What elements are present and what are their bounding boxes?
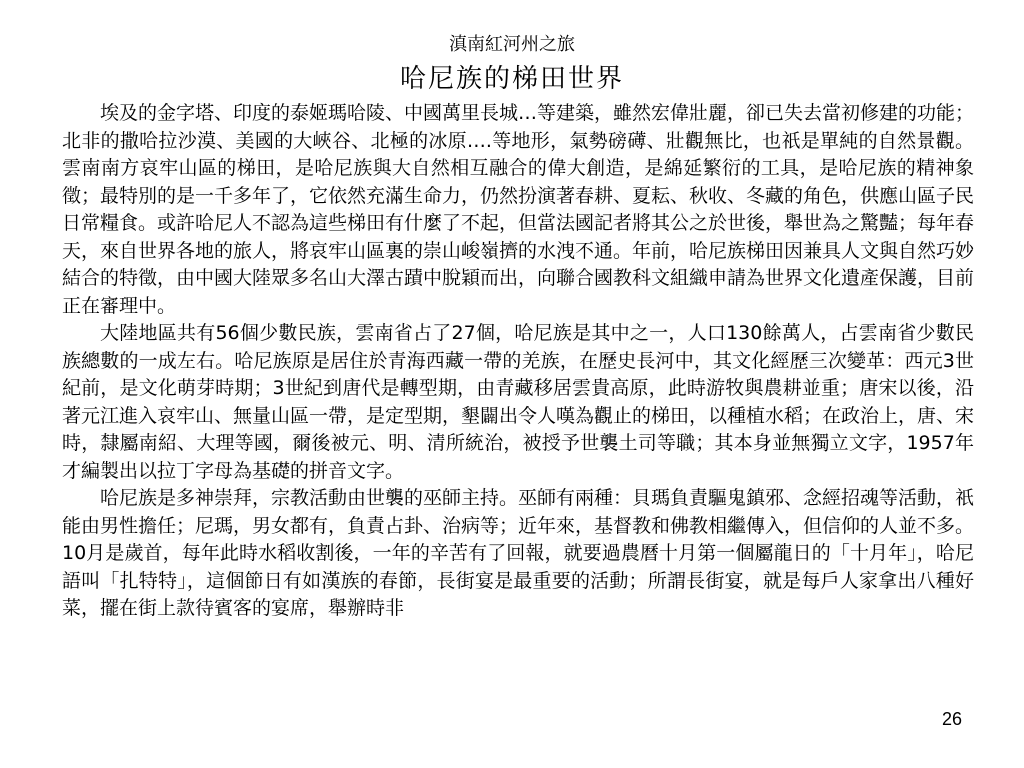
paragraph-1: 埃及的金字塔、印度的泰姬瑪哈陵、中國萬里長城…等建築，雖然宏偉壯麗，卻已失去當初修建的功能；北非的撒哈拉沙漠、美國的大峽谷、北極的冰原….等地形，氣勢磅礡、壯觀無比，也祇是單純的自然景觀。雲南南方哀牢山區的梯田，是哈尼族與大自然相互融合的偉大創造，是綿延繁衍的工具，是哈尼族的精神象徵；最特別的是一千多年了，它依然充滿生命力，仍然扮演著春耕、夏耘、秋收、冬藏的角色，供應山區子民日常糧食。或許哈尼人不認為這些梯田有什麼了不起，但當法國記者將其公之於世後，舉世為之驚豔；每年春天，來自世界各地的旅人，將哀牢山區裏的崇山峻嶺擠的水洩不通。年前，哈尼族梯田因兼具人文與自然巧妙結合的特徵，由中國大陸眾多名山大澤古蹟中脫穎而出，向聯合國教科文組織申請為世界文化遺產保護，目前正在審理中。 <box>62 102 975 317</box>
paragraph-2: 大陸地區共有56個少數民族，雲南省占了27個，哈尼族是其中之一，人口130餘萬人，占雲南省少數民族總數的一成左右。哈尼族原是居住於青海西藏一帶的羌族，在歷史長河中，其文化經歷三次變革：西元3世紀前，是文化萌芽時期；3世紀到唐代是轉型期，由青藏移居雲貴高原，此時游牧與農耕並重；唐宋以後，沿著元江進入哀牢山、無量山區一帶，是定型期，墾闢出令人嘆為觀止的梯田，以種植水稻；在政治上，唐、宋時，隸屬南紹、大理等國，爾後被元、明、清所統治，被授予世襲土司等職；其本身並無獨立文字，1957年才編製出以拉丁字母為基礎的拼音文字。 <box>62 322 975 482</box>
paragraph-3: 哈尼族是多神崇拜，宗教活動由世襲的巫師主持。巫師有兩種：貝瑪負責驅鬼鎮邪、念經招魂等活動，祇能由男性擔任；尼瑪，男女都有，負責占卦、治病等；近年來，基督教和佛教相繼傳入，但信仰的人並不多。10月是歲首，每年此時水稻收割後，一年的辛苦有了回報，就要過農曆十月第一個屬龍日的「十月年」，哈尼語叫「扎特特」，這個節日有如漢族的春節，長街宴是最重要的活動；所謂長街宴，就是每戶人家拿出八種好菜，擺在街上款待賓客的宴席，舉辦時非 <box>62 487 975 619</box>
slide-subtitle: 滇南紅河州之旅 <box>449 34 575 55</box>
slide-title: 哈尼族的梯田世界 <box>399 64 624 94</box>
page-number: 26 <box>941 709 962 729</box>
body-text <box>62 100 974 623</box>
